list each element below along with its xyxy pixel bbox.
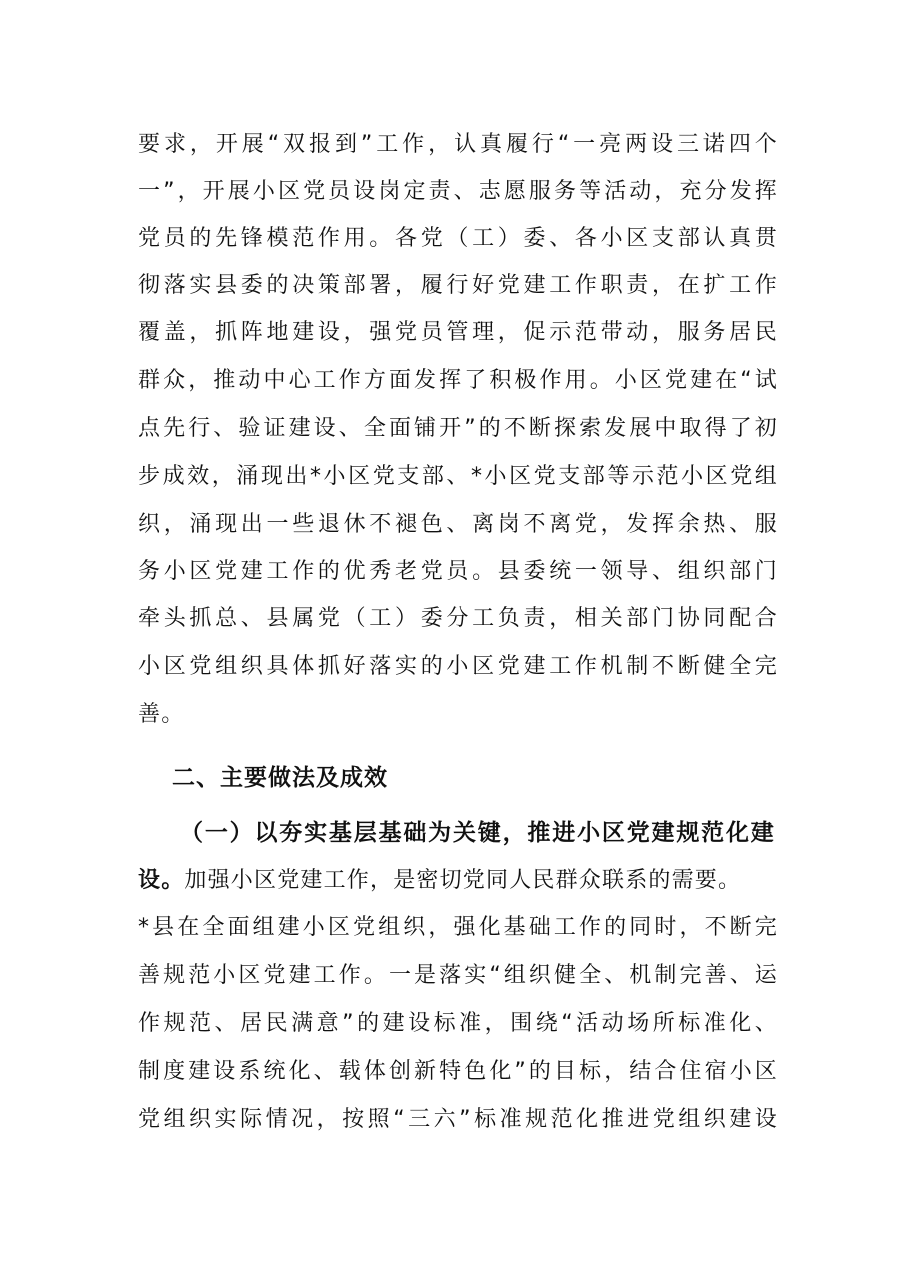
text-line: 覆盖，抓阵地建设，强党员管理，促示范带动，服务居民 <box>138 320 778 345</box>
text-line: 务小区党建工作的优秀老党员。县委统一领导、组织部门 <box>138 559 778 584</box>
text-line: 要求，开展“双报到”工作，认真履行“一亮两设三诺四个 <box>138 132 778 157</box>
text-line: 彻落实县委的决策部署，履行好党建工作职责，在扩工作 <box>138 273 778 298</box>
subsection-title: （一）以夯实基层基础为关键，推进小区党建规范化建 <box>180 820 775 846</box>
subsection-title-end: 设。 <box>138 868 185 893</box>
text-line <box>138 864 786 898</box>
text-line: 制度建设系统化、载体创新特色化”的目标，结合住宿小区 <box>138 1059 778 1084</box>
text-span: 加强小区党建工作，是密切党同人民群众联系的需要。 <box>184 868 742 893</box>
section-heading: 二、主要做法及成效 <box>172 765 388 791</box>
text-line: 善规范小区党建工作。一是落实“组织健全、机制完善、运 <box>138 963 778 988</box>
text-line: 织，涌现出一些退休不褪色、离岗不离党，发挥余热、服 <box>138 512 778 537</box>
text-line: 点先行、验证建设、全面铺开”的不断探索发展中取得了初 <box>138 416 778 441</box>
text-line: *县在全面组建小区党组织，强化基础工作的同时，不断完 <box>138 915 778 940</box>
text-line: 步成效，涌现出*小区党支部、*小区党支部等示范小区党组 <box>138 464 778 489</box>
text-line: 善。 <box>138 702 185 727</box>
text-line: 群众，推动中心工作方面发挥了积极作用。小区党建在“试 <box>138 368 778 393</box>
text-line: 党员的先锋模范作用。各党（工）委、各小区支部认真贯 <box>138 226 778 251</box>
text-line: 牵头抓总、县属党（工）委分工负责，相关部门协同配合 <box>138 606 778 631</box>
text-line: 作规范、居民满意”的建设标准，围绕“活动场所标准化、 <box>138 1011 778 1036</box>
text-line: 一”，开展小区党员设岗定责、志愿服务等活动，充分发挥 <box>138 179 778 204</box>
text-line: 党组织实际情况，按照“三六”标准规范化推进党组织建设 <box>138 1107 778 1132</box>
text-line: 小区党组织具体抓好落实的小区党建工作机制不断健全完 <box>138 654 778 679</box>
